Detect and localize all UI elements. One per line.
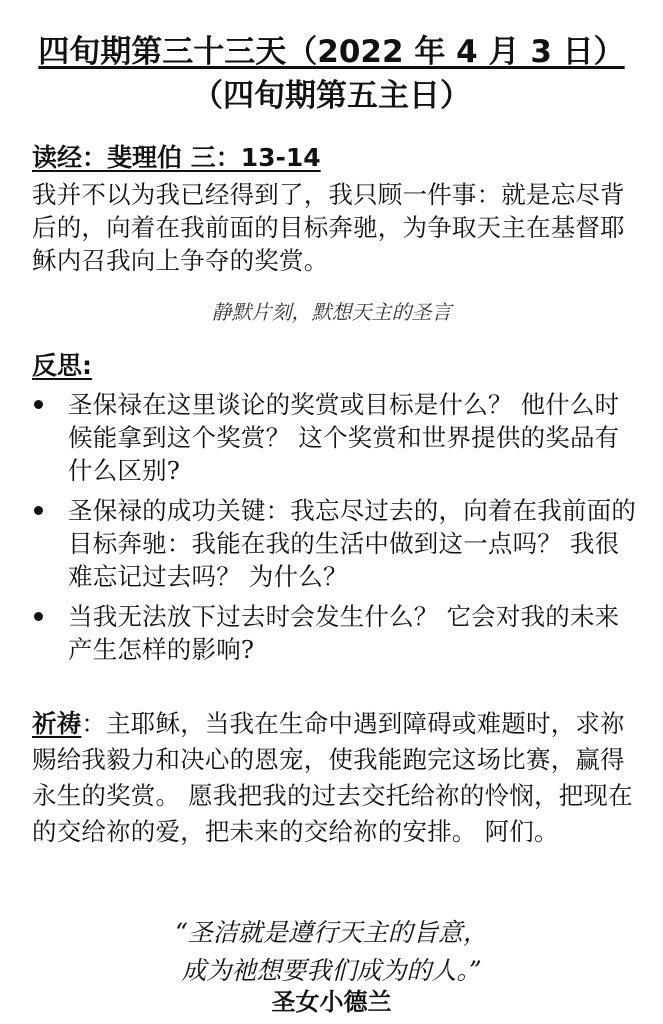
prayer-text: ：主耶稣，当我在生命中遇到障碍或难题时，求祢赐给我毅力和决心的恩宠，使我能跑完这场比赛，赢得永生的奖赏。 愿我把我的过去交托给祢的怜悯，把现在的交给祢的爱，把未来的交给祢的安排。 阿们。 — [32, 709, 633, 846]
reading-text: 我并不以为我已经得到了，我只顾一件事：就是忘尽背后的，向着在我前面的目标奔驰，为争取天主在基督耶稣内召我向上争夺的奖赏。 — [32, 180, 625, 275]
prayer-paragraph — [32, 706, 636, 850]
page-subtitle: （四旬期第五主日） — [192, 78, 471, 114]
prayer-label: 祈祷 — [32, 709, 82, 738]
page-title-text: 四旬期第三十三天（2022 年 4 月 3 日） — [38, 34, 625, 70]
bullet-icon — [34, 506, 43, 515]
bullet-icon — [34, 612, 43, 621]
quote-line-1: “圣洁就是遵行天主的旨意， — [175, 918, 488, 947]
reflection-heading: 反思: — [32, 351, 92, 380]
quote-attribution: 圣女小德兰 — [271, 988, 392, 1016]
bullet-icon — [34, 400, 43, 409]
reading-heading: 读经：斐理伯 三：13-14 — [32, 143, 321, 172]
list-item — [32, 494, 640, 593]
list-item-text: 圣保禄在这里谈论的奖赏或目标是什么？ 他什么时候能拿到这个奖赏？ 这个奖赏和世界提供的奖品有什么区别? — [68, 390, 620, 485]
list-item-text: 圣保禄的成功关键：我忘尽过去的，向着在我前面的目标奔驰：我能在我的生活中做到这一点吗？ 我很难忘记过去吗？ 为什么？ — [68, 496, 637, 591]
page-title — [0, 32, 663, 72]
quote-line-2: 成为祂想要我们成为的人。” — [181, 956, 482, 985]
silence-note: 静默片刻，默想天主的圣言 — [211, 300, 452, 324]
reflection-list — [32, 388, 640, 673]
list-item-text: 当我无法放下过去时会发生什么？ 它会对我的未来产生怎样的影响? — [68, 602, 620, 664]
list-item — [32, 388, 640, 487]
list-item — [32, 600, 640, 666]
